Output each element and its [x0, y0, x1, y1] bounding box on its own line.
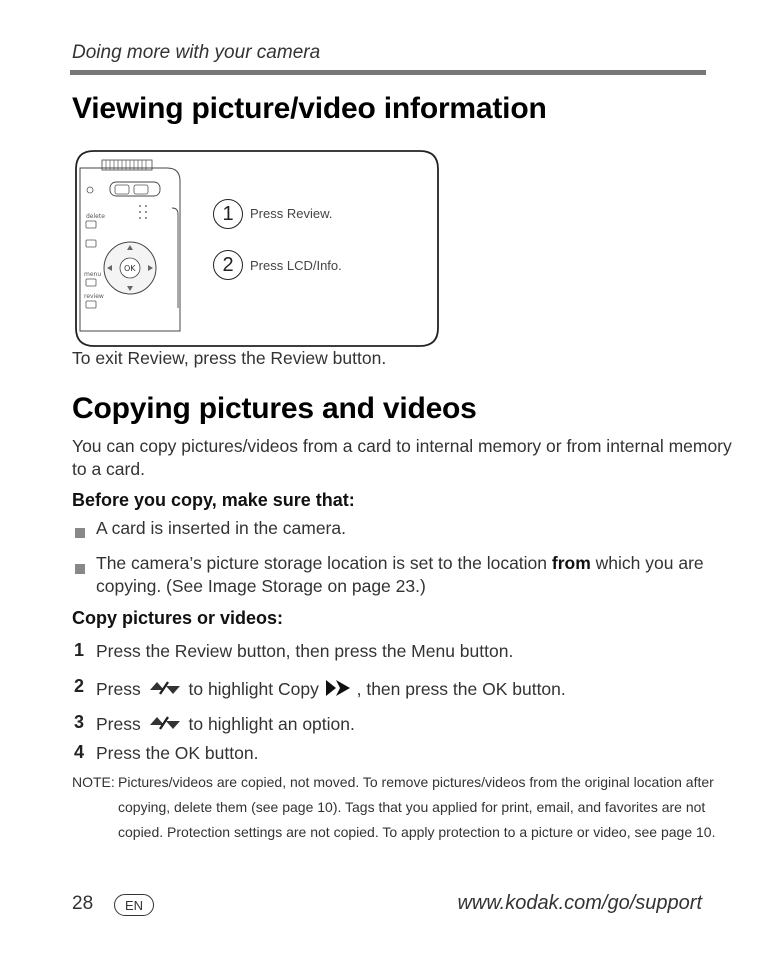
- language-badge-text: EN: [124, 897, 144, 913]
- delete-label: delete: [86, 213, 105, 220]
- copy-arrow-icon: [324, 677, 352, 704]
- step-3-line: [96, 713, 355, 738]
- step-1-number: 1: [74, 640, 85, 660]
- bullet-2-marker: [75, 561, 85, 579]
- section-title-copying: Copying pictures and videos: [72, 392, 477, 425]
- callout-2-text: Press LCD/Info.: [250, 258, 342, 273]
- header-rule: [70, 70, 706, 75]
- svg-text:OK: OK: [124, 264, 136, 273]
- intro-line-1: You can copy pictures/videos from a card to internal memory or from internal memory: [72, 436, 732, 456]
- step-2-mid: to highlight Copy: [188, 679, 319, 700]
- step-3-post: to highlight an option.: [188, 714, 355, 735]
- copy-pictures-heading: Copy pictures or videos:: [72, 608, 284, 628]
- step-3-pre: Press: [96, 714, 141, 735]
- step-2-line: [96, 677, 566, 704]
- step-3-number: 3: [74, 712, 85, 732]
- intro-line-2: to a card.: [72, 459, 145, 479]
- step-2-post: , then press the OK button.: [356, 679, 566, 700]
- step-2-number: 2: [74, 676, 85, 696]
- before-copy-heading: Before you copy, make sure that:: [72, 490, 355, 510]
- camera-back-drawing: [72, 148, 442, 353]
- bullet-2-pre: The camera’s picture storage location is set to the location: [96, 553, 548, 573]
- bullet-2-bold-from: from: [551, 553, 591, 573]
- up-down-arrow-icon: [146, 678, 184, 703]
- bullet-1-text: A card is inserted in the camera.: [96, 518, 346, 538]
- callout-1-text: Press Review.: [250, 206, 333, 221]
- callout-1-circle: 1: [213, 199, 243, 229]
- note-line-3: copied. Protection settings are not copied. To apply protection to a picture or video, see page 10.: [118, 824, 716, 840]
- exit-review-text: To exit Review, press the Review button.: [72, 348, 387, 368]
- language-badge: [114, 894, 154, 916]
- svg-text:menu: menu: [84, 271, 102, 278]
- note-label: NOTE:: [72, 774, 115, 790]
- bullet-1-marker: [75, 525, 85, 543]
- step-2-pre: Press: [96, 679, 141, 700]
- up-down-arrow-icon: [146, 713, 184, 738]
- bullet-2-line-2: copying. (See Image Storage on page 23.): [96, 576, 426, 596]
- page-number: 28: [72, 893, 94, 914]
- note-line-2: copying, delete them (see page 10). Tags that you applied for print, email, and favorites are not: [118, 799, 706, 815]
- section-title-viewing: Viewing picture/video information: [72, 92, 547, 125]
- step-1-text: Press the Review button, then press the Menu button.: [96, 641, 514, 661]
- step-4-number: 4: [74, 742, 85, 762]
- support-url[interactable]: www.kodak.com/go/support: [457, 892, 702, 914]
- camera-illustration: [72, 148, 442, 353]
- bullet-2-line-1: [96, 553, 704, 574]
- bullet-2-post: which you are: [595, 553, 704, 573]
- running-header: Doing more with your camera: [72, 42, 321, 63]
- step-4-text: Press the OK button.: [96, 743, 259, 763]
- note-line-1: Pictures/videos are copied, not moved. To remove pictures/videos from the original location after: [118, 774, 714, 790]
- callout-2-circle: 2: [213, 250, 243, 280]
- svg-text:review: review: [84, 293, 104, 300]
